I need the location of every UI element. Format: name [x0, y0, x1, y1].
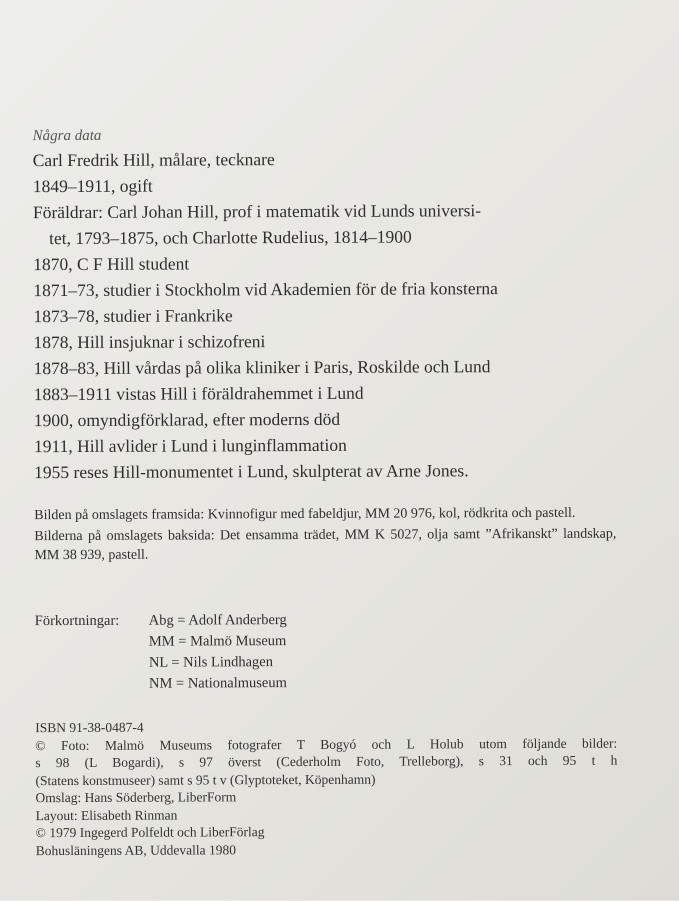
- abbreviation-item: NL = Nils Lindhagen: [148, 654, 273, 671]
- fact-line: 1873–78, studier i Frankrike: [33, 305, 233, 327]
- fact-line: 1883–1911 vistas Hill i föräldrahemmet i Lund: [33, 382, 364, 405]
- abbreviation-item: NM = Nationalmuseum: [148, 675, 287, 692]
- fact-line-continuation: [33, 222, 653, 251]
- fact-line: 1911, Hill avlider i Lund i lunginflammation: [33, 434, 347, 457]
- abbreviation-spacer: [35, 632, 149, 653]
- abbreviation-item: MM = Malmö Museum: [148, 633, 287, 650]
- abbreviation-row: [35, 631, 287, 653]
- front-cover-caption: Bilden på omslagets framsida: Kvinnofigur med fabeldjur, MM 20 976, kol, rödkrita och pastell.: [34, 505, 576, 524]
- fact-line: Föräldrar: Carl Johan Hill, prof i matematik vid Lunds universi-: [32, 200, 482, 223]
- isbn: ISBN 91-38-0487-4: [35, 719, 144, 736]
- photo-credit-line: © Foto: Malmö Museums fotografer T Bogyó och L Holub utom följande bilder:: [35, 735, 618, 753]
- photo-credit-line: (Statens konstmuseer) samt s 95 t v (Glyptoteket, Köpenhamn): [35, 771, 376, 788]
- facts-section: [33, 122, 655, 485]
- abbreviations-label: Förkortningar:: [34, 612, 120, 630]
- abbreviation-row: [35, 673, 287, 695]
- abbreviation-spacer: [35, 674, 149, 695]
- back-cover-caption: Bilderna på omslagets baksida: Det ensamma trädet, MM K 5027, olja samt ”Afrikanskt” landskap, MM 38 939, pastell.: [34, 526, 617, 564]
- fact-line: 1878, Hill insjuknar i schizofreni: [33, 331, 266, 353]
- fact-line: 1955 reses Hill-monumentet i Lund, skulpterat av Arne Jones.: [34, 460, 469, 483]
- photo-credit-line: s 98 (L Bogardi), s 97 överst (Cederholm Foto, Trelleborg), s 31 och 95 t h: [35, 752, 618, 771]
- colophon: [35, 717, 618, 860]
- fact-line: 1871–73, studier i Stockholm vid Akademien för de fria konsterna: [33, 278, 498, 301]
- layout-credit: Layout: Elisabeth Rinman: [35, 807, 178, 823]
- section-heading: Några data: [32, 127, 102, 145]
- fact-line-continuation-text: tet, 1793–1875, och Charlotte Rudelius, 1814–1900: [49, 226, 412, 249]
- fact-line: 1870, C F Hill student: [33, 253, 190, 275]
- abbreviation-row: [35, 610, 287, 632]
- abbreviations-list: [35, 610, 287, 695]
- fact-line: 1900, omyndigförklarad, efter moderns död: [33, 408, 341, 431]
- fact-line: 1878–83, Hill vårdas på olika kliniker i Paris, Roskilde och Lund: [33, 356, 491, 379]
- abbreviation-row: [35, 652, 287, 674]
- fact-line: Carl Fredrik Hill, målare, tecknare: [32, 149, 275, 171]
- abbreviation-spacer: [35, 653, 149, 674]
- cover-credit: Omslag: Hans Söderberg, LiberForm: [35, 789, 237, 806]
- copyright-line: © 1979 Ingegerd Polfeldt och LiberFörlag: [35, 824, 265, 841]
- abbreviation-item: Abg = Adolf Anderberg: [148, 612, 287, 629]
- cover-captions: [34, 504, 616, 568]
- fact-line: 1849–1911, ogift: [32, 175, 153, 197]
- printer-line: Bohusläningens AB, Uddevalla 1980: [35, 841, 237, 858]
